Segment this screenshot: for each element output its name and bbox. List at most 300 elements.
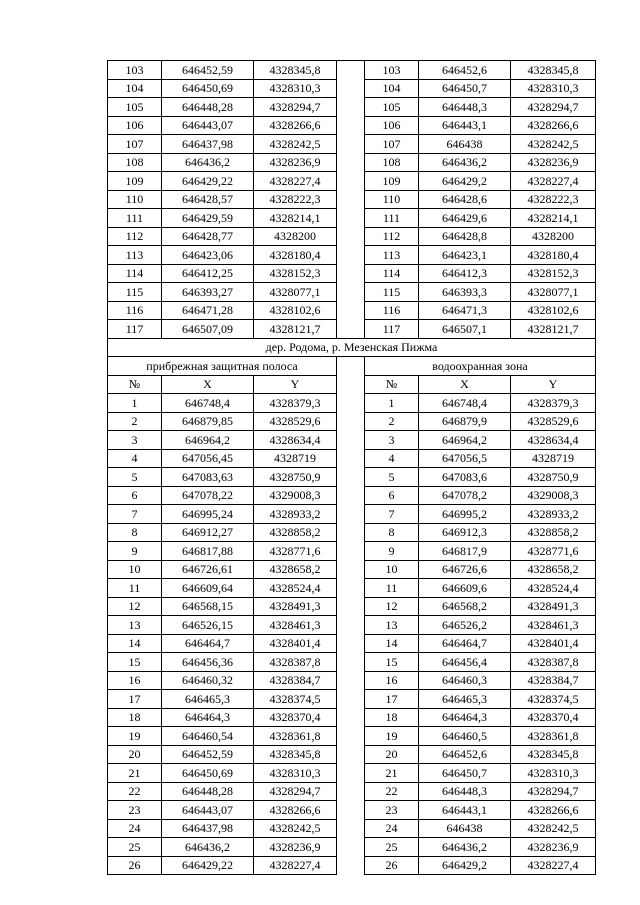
- coord-y: 4328370,4: [254, 708, 337, 727]
- point-number: 115: [365, 283, 419, 302]
- column-gap: [337, 653, 365, 672]
- point-number: 20: [108, 745, 162, 764]
- table-row: [108, 579, 596, 598]
- table-row: [108, 135, 596, 154]
- coord-y: 4328227,4: [254, 172, 337, 191]
- coord-x: 646817,9: [419, 542, 511, 561]
- point-number: 8: [108, 523, 162, 542]
- section-title: дер. Родома, р. Мезенская Пижма: [108, 338, 596, 357]
- point-number: 112: [108, 227, 162, 246]
- coord-y: 4328222,3: [511, 190, 596, 209]
- coord-y: 4328180,4: [254, 246, 337, 265]
- coord-x: 646912,3: [419, 523, 511, 542]
- coord-y: 4328370,4: [511, 708, 596, 727]
- point-number: 17: [108, 690, 162, 709]
- top-rows: [108, 61, 596, 339]
- point-number: 11: [108, 579, 162, 598]
- table-row: [108, 542, 596, 561]
- coord-x: 646460,3: [419, 671, 511, 690]
- point-number: 114: [108, 264, 162, 283]
- point-number: 113: [365, 246, 419, 265]
- coord-x: 646428,77: [162, 227, 254, 246]
- coord-x: 646465,3: [419, 690, 511, 709]
- coord-y: 4328384,7: [254, 671, 337, 690]
- left-zone-title: прибрежная защитная полоса: [108, 357, 337, 376]
- coord-x: 646995,2: [419, 505, 511, 524]
- coord-y: 4328750,9: [511, 468, 596, 487]
- point-number: 19: [108, 727, 162, 746]
- point-number: 17: [365, 690, 419, 709]
- point-number: 26: [108, 856, 162, 875]
- table-row: [108, 412, 596, 431]
- coord-x: 647078,2: [419, 486, 511, 505]
- coord-y: 4328227,4: [254, 856, 337, 875]
- table-row: [108, 61, 596, 80]
- column-gap: [337, 560, 365, 579]
- coord-y: 4328214,1: [511, 209, 596, 228]
- header-x: X: [162, 375, 254, 394]
- coord-y: 4328266,6: [254, 801, 337, 820]
- table-row: [108, 283, 596, 302]
- point-number: 109: [108, 172, 162, 191]
- coord-y: 4328634,4: [254, 431, 337, 450]
- coord-y: 4328242,5: [511, 819, 596, 838]
- table-row: [108, 153, 596, 172]
- column-gap: [337, 190, 365, 209]
- column-gap: [337, 209, 365, 228]
- coord-y: 4328524,4: [511, 579, 596, 598]
- coord-x: 646429,2: [419, 172, 511, 191]
- point-number: 25: [108, 838, 162, 857]
- column-gap: [337, 671, 365, 690]
- table-row: [108, 449, 596, 468]
- coord-x: 646609,64: [162, 579, 254, 598]
- point-number: 16: [365, 671, 419, 690]
- coord-x: 646429,2: [419, 856, 511, 875]
- table-row: [108, 227, 596, 246]
- point-number: 108: [365, 153, 419, 172]
- coord-y: 4328345,8: [511, 745, 596, 764]
- coord-x: 646429,6: [419, 209, 511, 228]
- column-gap: [337, 98, 365, 117]
- coordinates-document: [107, 60, 595, 875]
- coord-y: 4328379,3: [254, 394, 337, 413]
- table-row: [108, 431, 596, 450]
- coord-x: 646393,27: [162, 283, 254, 302]
- table-row: [108, 745, 596, 764]
- coord-y: 4328491,3: [511, 597, 596, 616]
- coord-y: 4328121,7: [511, 320, 596, 339]
- coord-x: 646443,07: [162, 116, 254, 135]
- table-row: [108, 264, 596, 283]
- coord-x: 646817,88: [162, 542, 254, 561]
- coord-x: 646464,7: [419, 634, 511, 653]
- coord-x: 646452,6: [419, 61, 511, 80]
- header-y: Y: [254, 375, 337, 394]
- point-number: 24: [108, 819, 162, 838]
- coord-x: 647078,22: [162, 486, 254, 505]
- coord-x: 646460,32: [162, 671, 254, 690]
- coord-x: 646450,7: [419, 79, 511, 98]
- point-number: 106: [365, 116, 419, 135]
- column-gap: [337, 375, 365, 394]
- coord-y: 4328933,2: [254, 505, 337, 524]
- coord-x: 646452,59: [162, 61, 254, 80]
- section-header: [108, 338, 596, 394]
- point-number: 7: [365, 505, 419, 524]
- coord-y: 4328461,3: [511, 616, 596, 635]
- coord-y: 4328077,1: [511, 283, 596, 302]
- column-gap: [337, 745, 365, 764]
- column-gap: [337, 431, 365, 450]
- column-gap: [337, 801, 365, 820]
- point-number: 117: [365, 320, 419, 339]
- coord-x: 646964,2: [419, 431, 511, 450]
- coord-y: 4329008,3: [254, 486, 337, 505]
- coord-x: 646465,3: [162, 690, 254, 709]
- table-row: [108, 468, 596, 487]
- point-number: 116: [365, 301, 419, 320]
- coord-y: 4328236,9: [254, 838, 337, 857]
- column-gap: [337, 542, 365, 561]
- coord-x: 646393,3: [419, 283, 511, 302]
- column-gap: [337, 782, 365, 801]
- coord-y: 4328102,6: [511, 301, 596, 320]
- point-number: 103: [108, 61, 162, 80]
- table-row: [108, 560, 596, 579]
- column-gap: [337, 616, 365, 635]
- coord-y: 4328214,1: [254, 209, 337, 228]
- coord-y: 4328345,8: [254, 61, 337, 80]
- coord-x: 646452,59: [162, 745, 254, 764]
- column-gap: [337, 449, 365, 468]
- table-row: [108, 634, 596, 653]
- coord-y: 4328524,4: [254, 579, 337, 598]
- point-number: 116: [108, 301, 162, 320]
- column-gap: [337, 634, 365, 653]
- point-number: 18: [365, 708, 419, 727]
- table-row: [108, 653, 596, 672]
- coord-x: 646526,2: [419, 616, 511, 635]
- bottom-rows: [108, 394, 596, 875]
- coord-x: 646450,69: [162, 764, 254, 783]
- point-number: 19: [365, 727, 419, 746]
- coord-x: 646423,1: [419, 246, 511, 265]
- column-gap: [337, 856, 365, 875]
- coord-x: 646471,28: [162, 301, 254, 320]
- coord-y: 4328310,3: [254, 764, 337, 783]
- coord-y: 4328200: [511, 227, 596, 246]
- column-gap: [337, 246, 365, 265]
- table-row: [108, 116, 596, 135]
- point-number: 111: [108, 209, 162, 228]
- point-number: 22: [365, 782, 419, 801]
- point-number: 24: [365, 819, 419, 838]
- point-number: 11: [365, 579, 419, 598]
- coord-x: 646448,3: [419, 782, 511, 801]
- point-number: 104: [365, 79, 419, 98]
- coord-x: 646436,2: [162, 153, 254, 172]
- point-number: 4: [365, 449, 419, 468]
- coord-x: 646726,61: [162, 560, 254, 579]
- column-gap: [337, 727, 365, 746]
- table-row: [108, 801, 596, 820]
- header-number: №: [365, 375, 419, 394]
- header-number: №: [108, 375, 162, 394]
- point-number: 1: [108, 394, 162, 413]
- point-number: 21: [108, 764, 162, 783]
- coord-x: 646448,3: [419, 98, 511, 117]
- column-gap: [337, 357, 365, 376]
- coord-y: 4328361,8: [511, 727, 596, 746]
- column-gap: [337, 579, 365, 598]
- coord-y: 4328236,9: [511, 838, 596, 857]
- coord-x: 647056,45: [162, 449, 254, 468]
- point-number: 13: [365, 616, 419, 635]
- column-gap: [337, 819, 365, 838]
- column-gap: [337, 412, 365, 431]
- coord-x: 647083,6: [419, 468, 511, 487]
- point-number: 12: [365, 597, 419, 616]
- coord-y: 4328719: [254, 449, 337, 468]
- coord-x: 646568,2: [419, 597, 511, 616]
- point-number: 13: [108, 616, 162, 635]
- point-number: 18: [108, 708, 162, 727]
- table-row: [108, 79, 596, 98]
- column-gap: [337, 301, 365, 320]
- coord-y: 4328236,9: [511, 153, 596, 172]
- column-gap: [337, 227, 365, 246]
- coord-y: 4328384,7: [511, 671, 596, 690]
- column-gap: [337, 690, 365, 709]
- point-number: 105: [108, 98, 162, 117]
- coord-y: 4328858,2: [254, 523, 337, 542]
- coord-y: 4328242,5: [511, 135, 596, 154]
- coord-x: 646436,2: [419, 838, 511, 857]
- column-gap: [337, 597, 365, 616]
- table-row: [108, 838, 596, 857]
- point-number: 108: [108, 153, 162, 172]
- coord-x: 646609,6: [419, 579, 511, 598]
- coord-x: 646443,1: [419, 801, 511, 820]
- coord-x: 646456,36: [162, 653, 254, 672]
- table-row: [108, 523, 596, 542]
- column-gap: [337, 283, 365, 302]
- coord-x: 646726,6: [419, 560, 511, 579]
- coord-x: 646464,3: [419, 708, 511, 727]
- table-row: [108, 856, 596, 875]
- point-number: 107: [108, 135, 162, 154]
- coord-y: 4328242,5: [254, 819, 337, 838]
- coord-y: 4328658,2: [254, 560, 337, 579]
- table-row: [108, 764, 596, 783]
- coord-y: 4328294,7: [254, 782, 337, 801]
- coord-y: 4328266,6: [511, 801, 596, 820]
- table-row: [108, 486, 596, 505]
- point-number: 1: [365, 394, 419, 413]
- coord-y: 4328077,1: [254, 283, 337, 302]
- coord-x: 646568,15: [162, 597, 254, 616]
- coord-x: 646428,57: [162, 190, 254, 209]
- point-number: 8: [365, 523, 419, 542]
- column-gap: [337, 394, 365, 413]
- table-row: [108, 301, 596, 320]
- coord-x: 646436,2: [162, 838, 254, 857]
- coord-y: 4328634,4: [511, 431, 596, 450]
- coord-x: 646460,5: [419, 727, 511, 746]
- point-number: 115: [108, 283, 162, 302]
- coord-x: 646526,15: [162, 616, 254, 635]
- table-row: [108, 708, 596, 727]
- point-number: 6: [365, 486, 419, 505]
- coord-y: 4328345,8: [511, 61, 596, 80]
- coord-y: 4328461,3: [254, 616, 337, 635]
- table-row: [108, 616, 596, 635]
- coord-x: 646423,06: [162, 246, 254, 265]
- coord-x: 646912,27: [162, 523, 254, 542]
- coord-x: 646879,9: [419, 412, 511, 431]
- coord-y: 4328222,3: [254, 190, 337, 209]
- coord-y: 4328310,3: [511, 764, 596, 783]
- point-number: 7: [108, 505, 162, 524]
- coord-y: 4328152,3: [254, 264, 337, 283]
- coord-x: 646507,09: [162, 320, 254, 339]
- header-y: Y: [511, 375, 596, 394]
- coord-y: 4328401,4: [511, 634, 596, 653]
- table-row: [108, 172, 596, 191]
- point-number: 109: [365, 172, 419, 191]
- coord-x: 646464,7: [162, 634, 254, 653]
- point-number: 10: [108, 560, 162, 579]
- coord-x: 646437,98: [162, 135, 254, 154]
- point-number: 104: [108, 79, 162, 98]
- coord-y: 4328529,6: [254, 412, 337, 431]
- point-number: 114: [365, 264, 419, 283]
- coord-x: 646428,6: [419, 190, 511, 209]
- table-row: [108, 190, 596, 209]
- coord-y: 4328294,7: [511, 98, 596, 117]
- point-number: 112: [365, 227, 419, 246]
- coord-y: 4328294,7: [511, 782, 596, 801]
- coord-x: 646471,3: [419, 301, 511, 320]
- point-number: 9: [365, 542, 419, 561]
- column-gap: [337, 116, 365, 135]
- point-number: 12: [108, 597, 162, 616]
- coord-y: 4328121,7: [254, 320, 337, 339]
- point-number: 14: [365, 634, 419, 653]
- coord-y: 4328658,2: [511, 560, 596, 579]
- point-number: 103: [365, 61, 419, 80]
- coord-y: 4328750,9: [254, 468, 337, 487]
- column-gap: [337, 135, 365, 154]
- point-number: 5: [365, 468, 419, 487]
- column-gap: [337, 61, 365, 80]
- point-number: 111: [365, 209, 419, 228]
- coord-x: 646448,28: [162, 98, 254, 117]
- coord-x: 646429,22: [162, 856, 254, 875]
- coord-x: 646964,2: [162, 431, 254, 450]
- coord-y: 4328858,2: [511, 523, 596, 542]
- point-number: 110: [365, 190, 419, 209]
- coord-y: 4328102,6: [254, 301, 337, 320]
- point-number: 117: [108, 320, 162, 339]
- coord-y: 4328310,3: [511, 79, 596, 98]
- table-row: [108, 246, 596, 265]
- table-row: [108, 320, 596, 339]
- column-gap: [337, 320, 365, 339]
- column-gap: [337, 172, 365, 191]
- point-number: 14: [108, 634, 162, 653]
- header-x: X: [419, 375, 511, 394]
- coord-y: 4328310,3: [254, 79, 337, 98]
- column-gap: [337, 79, 365, 98]
- column-gap: [337, 764, 365, 783]
- coord-y: 4328266,6: [511, 116, 596, 135]
- coord-y: 4328379,3: [511, 394, 596, 413]
- column-gap: [337, 264, 365, 283]
- point-number: 23: [365, 801, 419, 820]
- coord-x: 647083,63: [162, 468, 254, 487]
- coord-y: 4328180,4: [511, 246, 596, 265]
- coord-x: 646748,4: [419, 394, 511, 413]
- coord-x: 647056,5: [419, 449, 511, 468]
- point-number: 20: [365, 745, 419, 764]
- column-gap: [337, 153, 365, 172]
- point-number: 110: [108, 190, 162, 209]
- point-number: 25: [365, 838, 419, 857]
- point-number: 4: [108, 449, 162, 468]
- coord-y: 4328345,8: [254, 745, 337, 764]
- coord-x: 646748,4: [162, 394, 254, 413]
- coord-x: 646437,98: [162, 819, 254, 838]
- point-number: 16: [108, 671, 162, 690]
- column-gap: [337, 838, 365, 857]
- coord-y: 4328387,8: [511, 653, 596, 672]
- point-number: 107: [365, 135, 419, 154]
- right-zone-title: водоохранная зона: [365, 357, 596, 376]
- point-number: 6: [108, 486, 162, 505]
- point-number: 15: [365, 653, 419, 672]
- point-number: 10: [365, 560, 419, 579]
- table-row: [108, 819, 596, 838]
- coord-y: 4328236,9: [254, 153, 337, 172]
- coord-x: 646450,7: [419, 764, 511, 783]
- column-gap: [337, 486, 365, 505]
- coord-y: 4328771,6: [511, 542, 596, 561]
- coord-y: 4328719: [511, 449, 596, 468]
- coord-x: 646879,85: [162, 412, 254, 431]
- coordinates-table: [107, 60, 596, 875]
- point-number: 21: [365, 764, 419, 783]
- table-row: [108, 394, 596, 413]
- coord-y: 4328401,4: [254, 634, 337, 653]
- coord-x: 646429,22: [162, 172, 254, 191]
- coord-x: 646452,6: [419, 745, 511, 764]
- point-number: 22: [108, 782, 162, 801]
- coord-x: 646429,59: [162, 209, 254, 228]
- point-number: 113: [108, 246, 162, 265]
- coord-y: 4328242,5: [254, 135, 337, 154]
- coord-y: 4329008,3: [511, 486, 596, 505]
- column-gap: [337, 708, 365, 727]
- point-number: 15: [108, 653, 162, 672]
- coord-y: 4328529,6: [511, 412, 596, 431]
- coord-y: 4328933,2: [511, 505, 596, 524]
- point-number: 2: [108, 412, 162, 431]
- point-number: 5: [108, 468, 162, 487]
- coord-y: 4328227,4: [511, 172, 596, 191]
- coord-y: 4328294,7: [254, 98, 337, 117]
